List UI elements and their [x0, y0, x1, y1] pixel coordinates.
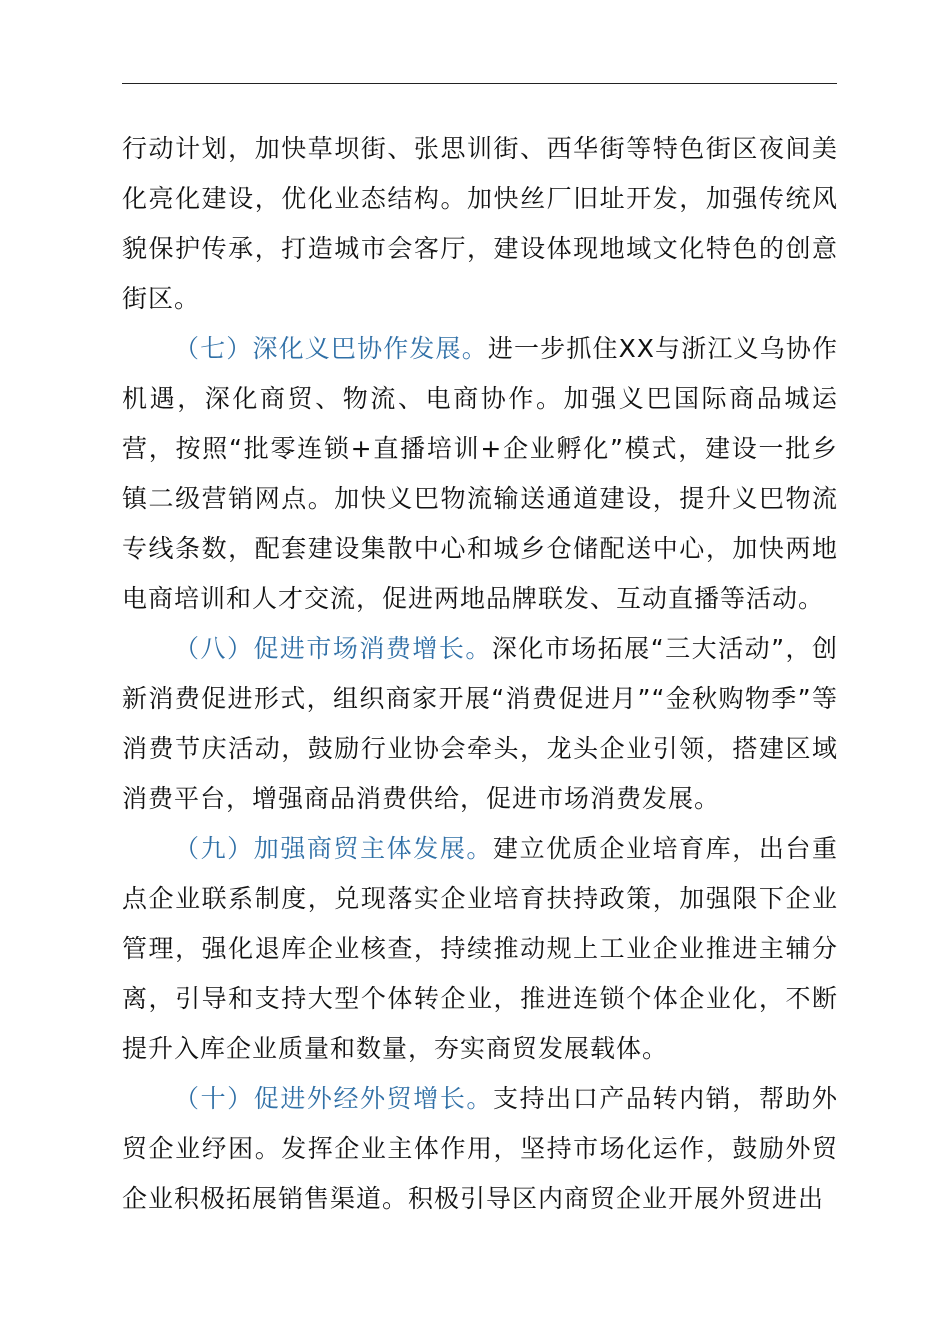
paragraph-2	[122, 324, 838, 624]
header-rule	[122, 83, 837, 84]
paragraph-3-heading: （八）促进市场消费增长。	[174, 634, 492, 663]
paragraph-3-text: 深化市场拓展“三大活动”，创新消费促进形式，组织商家开展“消费促进月”“金秋购物季”等消费节庆活动，鼓励行业协会牵头，龙头企业引领，搭建区域消费平台，增强商品消费供给，促进市场消费发展。	[122, 634, 838, 813]
paragraph-5-heading: （十）促进外经外贸增长。	[174, 1084, 493, 1113]
paragraph-3	[122, 624, 838, 824]
paragraph-1	[122, 124, 838, 324]
paragraph-4-heading: （九）加强商贸主体发展。	[174, 834, 493, 863]
paragraph-5	[122, 1074, 838, 1224]
paragraph-4	[122, 824, 838, 1074]
document-body	[122, 124, 838, 1224]
paragraph-4-text: 建立优质企业培育库，出台重点企业联系制度，兑现落实企业培育扶持政策，加强限下企业管理，强化退库企业核查，持续推动规上工业企业推进主辅分离，引导和支持大型个体转企业，推进连锁个体企业化，不断提升入库企业质量和数量，夯实商贸发展载体。	[122, 834, 838, 1063]
paragraph-5-text: 支持出口产品转内销，帮助外贸企业纾困。发挥企业主体作用，坚持市场化运作，鼓励外贸企业积极拓展销售渠道。积极引导区内商贸企业开展外贸进出	[122, 1084, 838, 1213]
paragraph-1-text: 行动计划，加快草坝街、张思训街、西华街等特色街区夜间美化亮化建设，优化业态结构。加快丝厂旧址开发，加强传统风貌保护传承，打造城市会客厅，建设体现地域文化特色的创意街区。	[122, 134, 838, 313]
paragraph-2-heading: （七）深化义巴协作发展。	[174, 334, 488, 363]
paragraph-2-text: 进一步抓住XX与浙江义乌协作机遇，深化商贸、物流、电商协作。加强义巴国际商品城运营，按照“批零连锁+直播培训+企业孵化”模式，建设一批乡镇二级营销网点。加快义巴物流输送通道建设，提升义巴物流专线条数，配套建设集散中心和城乡仓储配送中心，加快两地电商培训和人才交流，促进两地品牌联发、互动直播等活动。	[122, 334, 838, 613]
